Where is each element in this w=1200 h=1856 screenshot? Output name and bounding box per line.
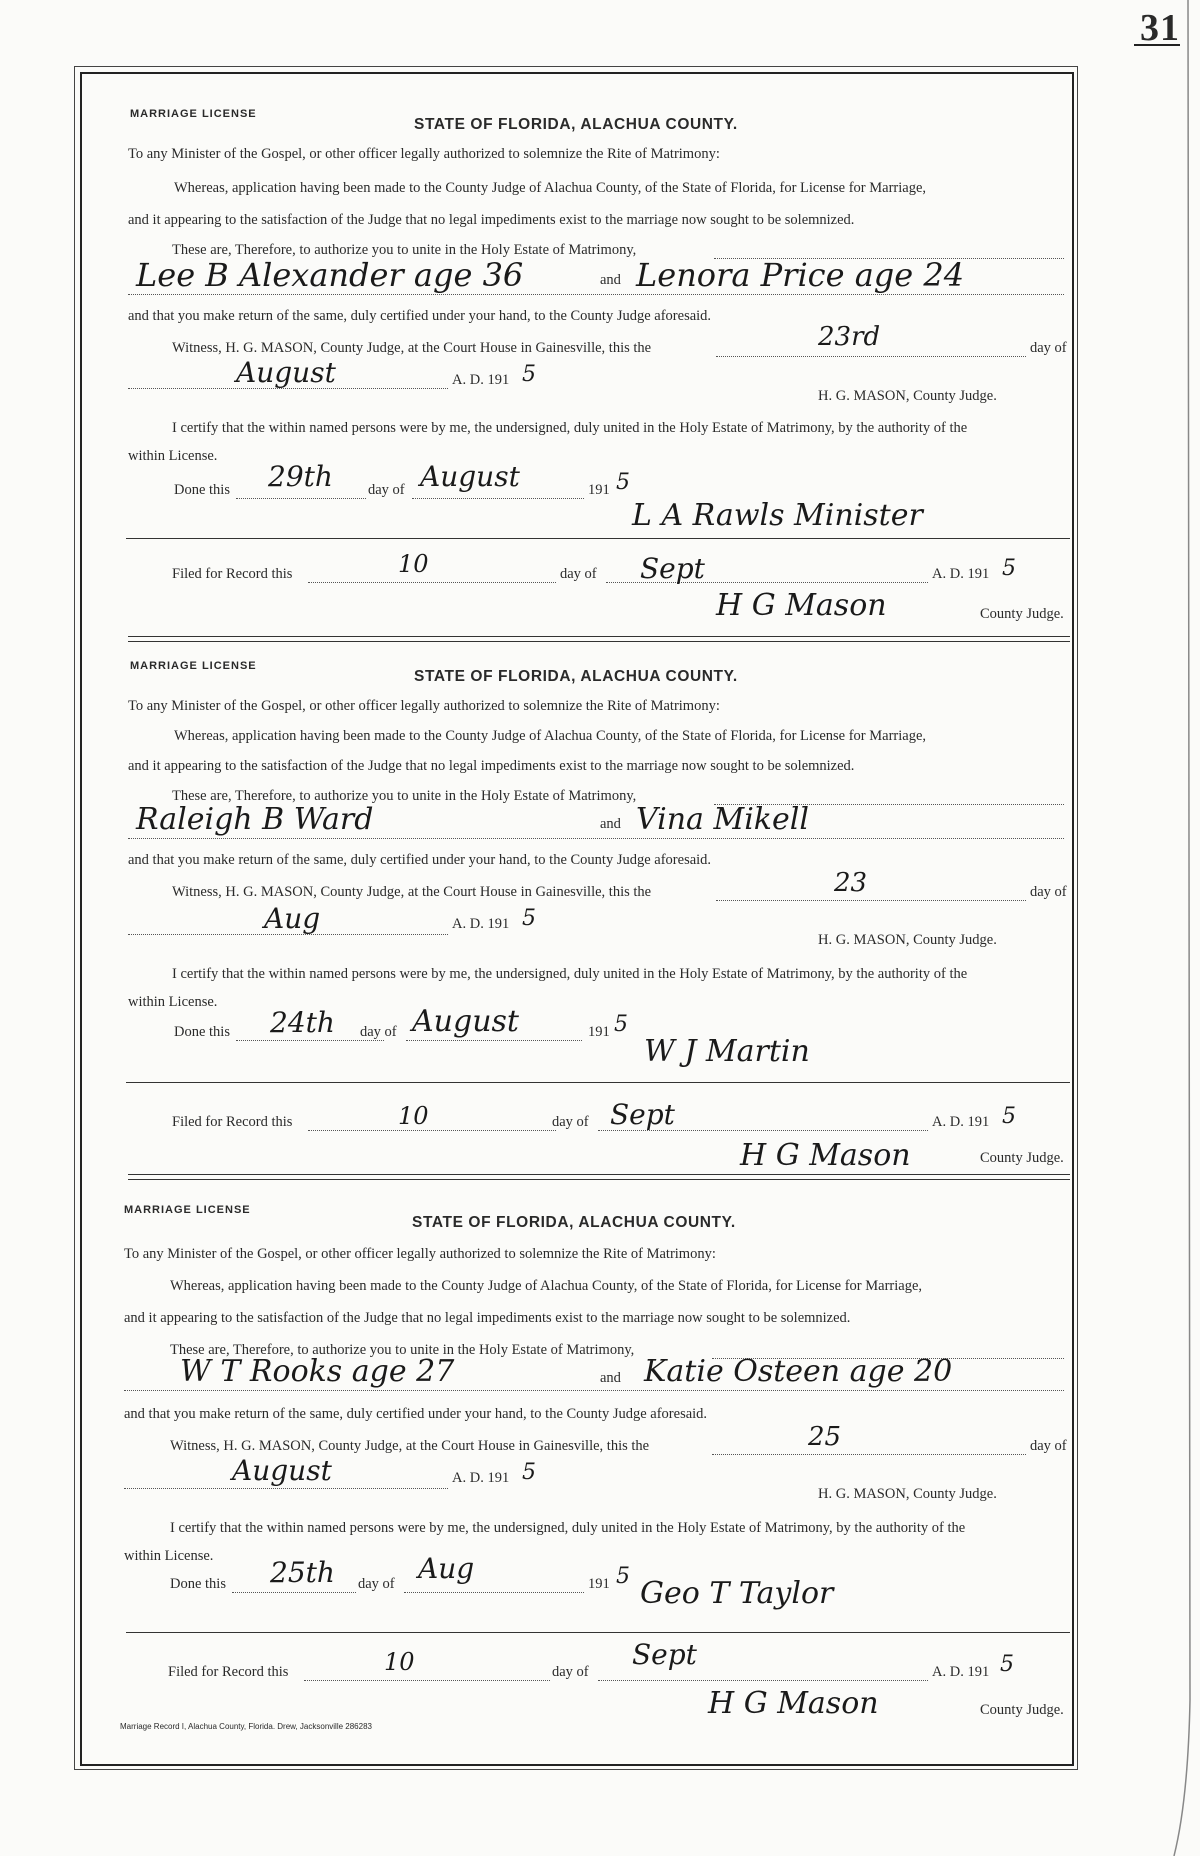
witness-day: 23 [834,868,868,898]
county-judge-label: County Judge. [980,606,1064,622]
license-title: STATE OF FLORIDA, ALACHUA COUNTY. [414,116,738,133]
divider-line [126,538,1070,539]
dotted-line [128,838,1064,839]
done-year-label: 191 [588,1024,610,1040]
witness-month: August [236,356,336,389]
filed-month: Sept [640,552,705,585]
done-year-digit: 5 [616,1564,630,1589]
day-of-label: day of [1030,340,1067,356]
dotted-line [124,1488,448,1489]
witness-month: Aug [264,902,321,935]
license-label: MARRIAGE LICENSE [130,108,257,120]
officiant-signature: W J Martin [644,1034,810,1069]
witness-line: Witness, H. G. MASON, County Judge, at the Court House in Gainesville, this the [172,884,652,900]
certify-line-1: I certify that the within named persons were by me, the undersigned, duly united in the Holy Estate of Matrimony, by the authority of the [170,1520,966,1536]
day-of-label: day of [358,1576,395,1592]
dotted-line [304,1680,550,1681]
dotted-line [404,1592,584,1593]
whereas-line-2: and it appearing to the satisfaction of the Judge that no legal impediments exist to the marriage now sought to be solemnized. [124,1310,851,1326]
day-of-label: day of [368,482,405,498]
filed-day: 10 [398,1102,429,1130]
certify-line-1: I certify that the within named persons were by me, the undersigned, duly united in the Holy Estate of Matrimony, by the authority of the [172,420,968,436]
day-of-label: day of [1030,1438,1067,1454]
done-this-label: Done this [174,1024,230,1040]
judge-name: H. G. MASON, County Judge. [818,932,997,948]
filed-year-digit: 5 [1000,1652,1014,1677]
filed-ad-label: A. D. 191 [932,566,990,582]
license-title: STATE OF FLORIDA, ALACHUA COUNTY. [412,1214,736,1231]
address-line: To any Minister of the Gospel, or other officer legally authorized to solemnize the Rite of Matrimony: [128,146,720,162]
done-year-label: 191 [588,482,610,498]
certify-line-2: within License. [128,448,218,464]
license-title: STATE OF FLORIDA, ALACHUA COUNTY. [414,668,738,685]
whereas-line-2: and it appearing to the satisfaction of the Judge that no legal impediments exist to the marriage now sought to be solemnized. [128,212,855,228]
day-of-label: day of [552,1664,589,1680]
done-day: 29th [268,460,333,493]
done-year-label: 191 [588,1576,610,1592]
groom-name: Lee B Alexander age 36 [136,256,524,294]
certify-line-2: within License. [128,994,218,1010]
license-label: MARRIAGE LICENSE [130,660,257,672]
done-month: August [420,460,520,493]
done-month: August [412,1004,519,1039]
certify-line-2: within License. [124,1548,214,1564]
judge-name: H. G. MASON, County Judge. [818,1486,997,1502]
witness-year-digit: 5 [522,362,536,387]
filed-ad-label: A. D. 191 [932,1664,990,1680]
done-day: 25th [270,1556,335,1589]
filed-month: Sept [610,1098,675,1131]
groom-name: Raleigh B Ward [136,802,374,837]
bride-name: Vina Mikell [636,802,809,837]
dotted-line [716,356,1026,357]
and-label: and [600,1370,621,1386]
dotted-line [128,294,1064,295]
page-number: 31 [1140,7,1180,49]
done-this-label: Done this [174,482,230,498]
inner-border [80,72,1074,1766]
filed-label: Filed for Record this [168,1664,289,1680]
whereas-line-2: and it appearing to the satisfaction of the Judge that no legal impediments exist to the marriage now sought to be solemnized. [128,758,855,774]
dotted-line [232,1592,356,1593]
judge-signature: H G Mason [716,588,887,623]
judge-name: H. G. MASON, County Judge. [818,388,997,404]
judge-signature: H G Mason [740,1138,911,1173]
bride-name: Lenora Price age 24 [636,256,965,294]
ad-label: A. D. 191 [452,372,510,388]
return-line: and that you make return of the same, duly certified under your hand, to the County Judge aforesaid. [128,308,712,324]
certify-line-1: I certify that the within named persons were by me, the undersigned, duly united in the Holy Estate of Matrimony, by the authority of the [172,966,968,982]
dotted-line [236,498,366,499]
whereas-line-1: Whereas, application having been made to the County Judge of Alachua County, of the State of Florida, for License for Marriage, [170,1278,923,1294]
therefore-line: These are, Therefore, to authorize you to unite in the Holy Estate of Matrimony, [172,788,637,804]
dotted-line [308,1130,556,1131]
filed-year-digit: 5 [1002,556,1016,581]
witness-year-digit: 5 [522,1460,536,1485]
groom-name: W T Rooks age 27 [180,1354,455,1389]
witness-day: 25 [808,1422,842,1452]
witness-day: 23rd [818,322,881,352]
license-label: MARRIAGE LICENSE [124,1204,251,1216]
day-of-label: day of [552,1114,589,1130]
and-label: and [600,816,621,832]
dotted-line [716,900,1026,901]
dotted-line [406,1040,582,1041]
done-day: 24th [270,1006,335,1039]
address-line: To any Minister of the Gospel, or other officer legally authorized to solemnize the Rite of Matrimony: [124,1246,716,1262]
divider-line [126,1082,1070,1083]
dotted-line [308,582,556,583]
judge-signature: H G Mason [708,1686,879,1721]
filed-ad-label: A. D. 191 [932,1114,990,1130]
day-of-label: day of [1030,884,1067,900]
witness-line: Witness, H. G. MASON, County Judge, at the Court House in Gainesville, this the [172,340,652,356]
return-line: and that you make return of the same, duly certified under your hand, to the County Judge aforesaid. [128,852,712,868]
day-of-label: day of [360,1024,397,1040]
address-line: To any Minister of the Gospel, or other officer legally authorized to solemnize the Rite of Matrimony: [128,698,720,714]
whereas-line-1: Whereas, application having been made to the County Judge of Alachua County, of the State of Florida, for License for Marriage, [174,180,927,196]
filed-label: Filed for Record this [172,566,293,582]
dotted-line [598,1680,928,1681]
filed-month: Sept [632,1638,697,1671]
page-edge-curve [1170,0,1200,1856]
county-judge-label: County Judge. [980,1150,1064,1166]
return-line: and that you make return of the same, duly certified under your hand, to the County Judge aforesaid. [124,1406,708,1422]
whereas-line-1: Whereas, application having been made to the County Judge of Alachua County, of the State of Florida, for License for Marriage, [174,728,927,744]
filed-year-digit: 5 [1002,1104,1016,1129]
officiant-signature: L A Rawls Minister [632,498,923,533]
record-separator [128,636,1070,642]
witness-year-digit: 5 [522,906,536,931]
done-month: Aug [418,1552,475,1585]
ad-label: A. D. 191 [452,916,510,932]
divider-line [126,1632,1070,1633]
county-judge-label: County Judge. [980,1702,1064,1718]
filed-day: 10 [384,1648,415,1676]
officiant-signature: Geo T Taylor [640,1576,834,1611]
filed-label: Filed for Record this [172,1114,293,1130]
and-label: and [600,272,621,288]
record-separator [128,1174,1070,1180]
done-this-label: Done this [170,1576,226,1592]
ad-label: A. D. 191 [452,1470,510,1486]
bride-name: Katie Osteen age 20 [644,1354,953,1389]
witness-month: August [232,1454,332,1487]
witness-line: Witness, H. G. MASON, County Judge, at the Court House in Gainesville, this the [170,1438,650,1454]
therefore-line: These are, Therefore, to authorize you to unite in the Holy Estate of Matrimony, [172,242,637,258]
dotted-line [712,1454,1026,1455]
filed-day: 10 [398,550,429,578]
form-footer: Marriage Record I, Alachua County, Florida. Drew, Jacksonville 286283 [120,1722,372,1731]
day-of-label: day of [560,566,597,582]
done-year-digit: 5 [616,470,630,495]
done-year-digit: 5 [614,1012,628,1037]
therefore-line: These are, Therefore, to authorize you to unite in the Holy Estate of Matrimony, [170,1342,635,1358]
dotted-line [124,1390,1064,1391]
dotted-line [412,498,584,499]
